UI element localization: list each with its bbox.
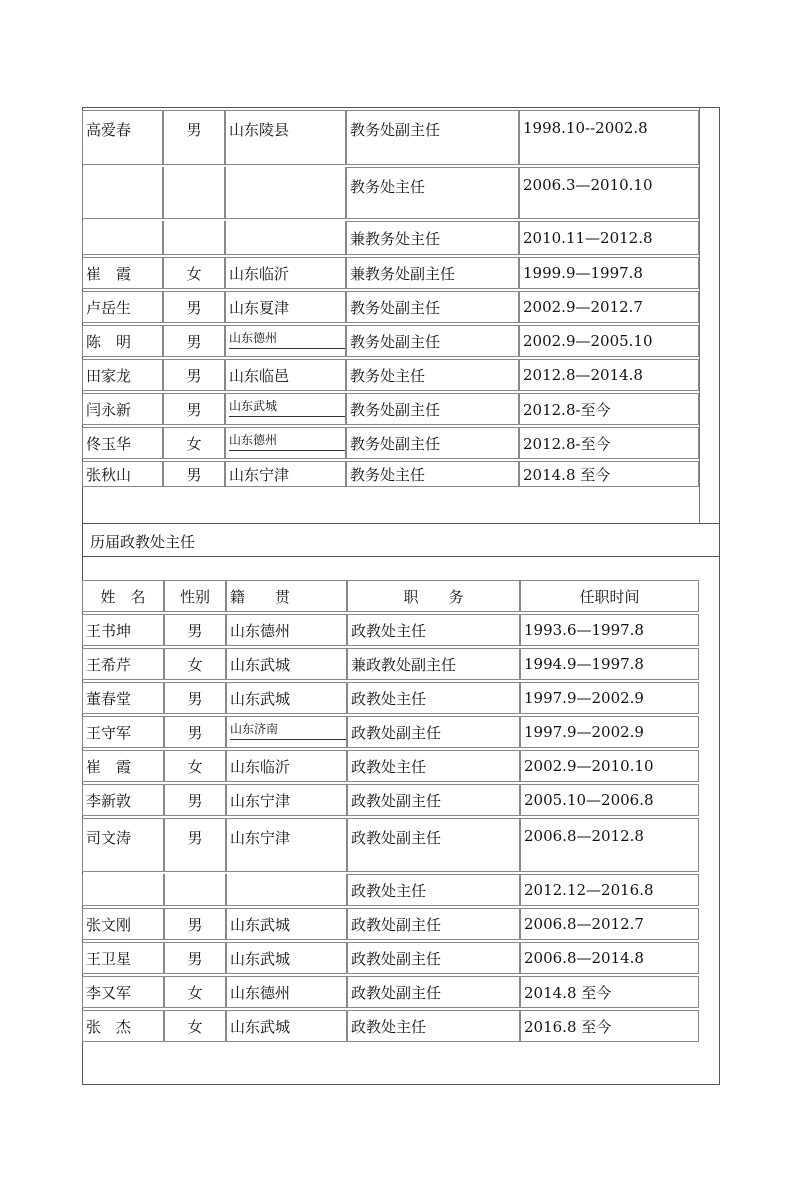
period-cell: 2006.8—2012.8 bbox=[520, 818, 699, 872]
name-cell: 李又军 bbox=[82, 976, 164, 1008]
period-cell: 2012.8-至今 bbox=[519, 393, 699, 425]
title-cell: 兼教务处主任 bbox=[346, 221, 519, 255]
title-cell: 教务处主任 bbox=[346, 461, 519, 487]
period-cell: 2002.9—2010.10 bbox=[520, 750, 699, 782]
period-cell: 2006.3—2010.10 bbox=[519, 167, 699, 219]
gender-cell: 女 bbox=[163, 427, 225, 459]
section-title: 历届政教处主任 bbox=[83, 523, 719, 557]
gender-cell: 男 bbox=[163, 325, 225, 357]
gender-cell bbox=[163, 167, 225, 219]
origin-cell: 山东临沂 bbox=[226, 750, 347, 782]
origin-cell: 山东临沂 bbox=[225, 257, 346, 289]
origin-cell: 山东宁津 bbox=[225, 461, 346, 487]
name-cell: 高爱春 bbox=[82, 110, 163, 165]
title-cell: 教务处主任 bbox=[346, 167, 519, 219]
origin-cell: 山东德州 bbox=[226, 614, 347, 646]
gender-cell: 男 bbox=[164, 682, 226, 714]
name-cell: 佟玉华 bbox=[82, 427, 163, 459]
origin-cell bbox=[226, 716, 347, 748]
gender-cell: 男 bbox=[163, 359, 225, 391]
origin-cell: 山东临邑 bbox=[225, 359, 346, 391]
title-cell: 政教处副主任 bbox=[347, 818, 520, 872]
gender-cell: 女 bbox=[164, 976, 226, 1008]
title-cell: 兼教务处副主任 bbox=[346, 257, 519, 289]
header-period: 任职时间 bbox=[520, 580, 699, 612]
gender-cell: 男 bbox=[164, 908, 226, 940]
title-cell: 教务处副主任 bbox=[346, 393, 519, 425]
header-origin: 籍 贯 bbox=[226, 580, 347, 612]
title-cell: 政教处主任 bbox=[347, 874, 520, 906]
header-name: 姓 名 bbox=[82, 580, 164, 612]
period-cell: 2006.8—2012.7 bbox=[520, 908, 699, 940]
gender-cell bbox=[164, 874, 226, 906]
title-cell: 政教处副主任 bbox=[347, 942, 520, 974]
period-cell: 1993.6—1997.8 bbox=[520, 614, 699, 646]
name-cell: 王希芹 bbox=[82, 648, 164, 680]
title-cell: 教务处副主任 bbox=[346, 291, 519, 323]
name-cell: 张秋山 bbox=[82, 461, 163, 487]
title-cell: 政教处主任 bbox=[347, 1010, 520, 1042]
political-education-table bbox=[82, 578, 699, 1044]
name-cell: 王卫星 bbox=[82, 942, 164, 974]
name-cell: 董春堂 bbox=[82, 682, 164, 714]
period-cell: 2014.8 至今 bbox=[519, 461, 699, 487]
origin-cell: 山东夏津 bbox=[225, 291, 346, 323]
name-cell: 张 杰 bbox=[82, 1010, 164, 1042]
gender-cell: 男 bbox=[163, 110, 225, 165]
name-cell: 李新敦 bbox=[82, 784, 164, 816]
origin-cell bbox=[226, 874, 347, 906]
origin-cell: 山东武城 bbox=[226, 682, 347, 714]
period-cell: 1997.9—2002.9 bbox=[520, 716, 699, 748]
title-cell: 政教处主任 bbox=[347, 682, 520, 714]
header-gender: 性别 bbox=[164, 580, 226, 612]
origin-cell: 山东武城 bbox=[226, 648, 347, 680]
title-cell: 教务处主任 bbox=[346, 359, 519, 391]
name-cell: 崔 霞 bbox=[82, 750, 164, 782]
gender-cell: 男 bbox=[163, 461, 225, 487]
name-cell: 王书坤 bbox=[82, 614, 164, 646]
period-cell: 1998.10--2002.8 bbox=[519, 110, 699, 165]
title-cell: 政教处副主任 bbox=[347, 784, 520, 816]
period-cell: 1997.9—2002.9 bbox=[520, 682, 699, 714]
academic-affairs-table bbox=[82, 108, 699, 489]
gender-cell: 男 bbox=[164, 818, 226, 872]
name-cell: 崔 霞 bbox=[82, 257, 163, 289]
period-cell: 2012.8-至今 bbox=[519, 427, 699, 459]
period-cell: 2014.8 至今 bbox=[520, 976, 699, 1008]
gender-cell: 男 bbox=[164, 942, 226, 974]
gender-cell: 女 bbox=[164, 750, 226, 782]
period-cell: 1994.9—1997.8 bbox=[520, 648, 699, 680]
period-cell: 1999.9—1997.8 bbox=[519, 257, 699, 289]
gender-cell: 女 bbox=[164, 648, 226, 680]
origin-text: 山东德州 bbox=[229, 329, 346, 349]
title-cell: 教务处副主任 bbox=[346, 110, 519, 165]
name-cell: 卢岳生 bbox=[82, 291, 163, 323]
origin-cell: 山东陵县 bbox=[225, 110, 346, 165]
period-cell: 2006.8—2014.8 bbox=[520, 942, 699, 974]
origin-cell bbox=[225, 393, 346, 425]
name-cell: 王守军 bbox=[82, 716, 164, 748]
origin-cell: 山东武城 bbox=[226, 942, 347, 974]
title-cell: 政教处副主任 bbox=[347, 716, 520, 748]
origin-text: 山东武城 bbox=[229, 397, 346, 417]
gender-cell: 女 bbox=[163, 257, 225, 289]
gender-cell: 男 bbox=[164, 614, 226, 646]
gender-cell: 女 bbox=[164, 1010, 226, 1042]
gender-cell: 男 bbox=[164, 716, 226, 748]
gender-cell bbox=[163, 221, 225, 255]
period-cell: 2016.8 至今 bbox=[520, 1010, 699, 1042]
period-cell: 2012.8—2014.8 bbox=[519, 359, 699, 391]
name-cell bbox=[82, 167, 163, 219]
origin-cell bbox=[225, 221, 346, 255]
header-title: 职 务 bbox=[347, 580, 520, 612]
origin-text: 山东济南 bbox=[230, 720, 347, 740]
origin-text: 山东德州 bbox=[229, 431, 346, 451]
name-cell bbox=[82, 221, 163, 255]
period-cell: 2005.10—2006.8 bbox=[520, 784, 699, 816]
name-cell: 闫永新 bbox=[82, 393, 163, 425]
period-cell: 2010.11—2012.8 bbox=[519, 221, 699, 255]
period-cell: 2012.12—2016.8 bbox=[520, 874, 699, 906]
gender-cell: 男 bbox=[163, 291, 225, 323]
title-cell: 兼政教处副主任 bbox=[347, 648, 520, 680]
name-cell: 陈 明 bbox=[82, 325, 163, 357]
name-cell: 田家龙 bbox=[82, 359, 163, 391]
period-cell: 2002.9—2005.10 bbox=[519, 325, 699, 357]
origin-cell: 山东宁津 bbox=[226, 784, 347, 816]
title-cell: 政教处副主任 bbox=[347, 908, 520, 940]
origin-cell: 山东武城 bbox=[226, 908, 347, 940]
title-cell: 政教处副主任 bbox=[347, 976, 520, 1008]
name-cell bbox=[82, 874, 164, 906]
title-cell: 教务处副主任 bbox=[346, 427, 519, 459]
gender-cell: 男 bbox=[163, 393, 225, 425]
gender-cell: 男 bbox=[164, 784, 226, 816]
title-cell: 政教处主任 bbox=[347, 614, 520, 646]
origin-cell: 山东武城 bbox=[226, 1010, 347, 1042]
origin-cell bbox=[225, 427, 346, 459]
origin-cell: 山东德州 bbox=[226, 976, 347, 1008]
origin-cell bbox=[225, 167, 346, 219]
title-cell: 教务处副主任 bbox=[346, 325, 519, 357]
origin-cell: 山东宁津 bbox=[226, 818, 347, 872]
title-cell: 政教处主任 bbox=[347, 750, 520, 782]
period-cell: 2002.9—2012.7 bbox=[519, 291, 699, 323]
name-cell: 司文涛 bbox=[82, 818, 164, 872]
origin-cell bbox=[225, 325, 346, 357]
name-cell: 张文刚 bbox=[82, 908, 164, 940]
